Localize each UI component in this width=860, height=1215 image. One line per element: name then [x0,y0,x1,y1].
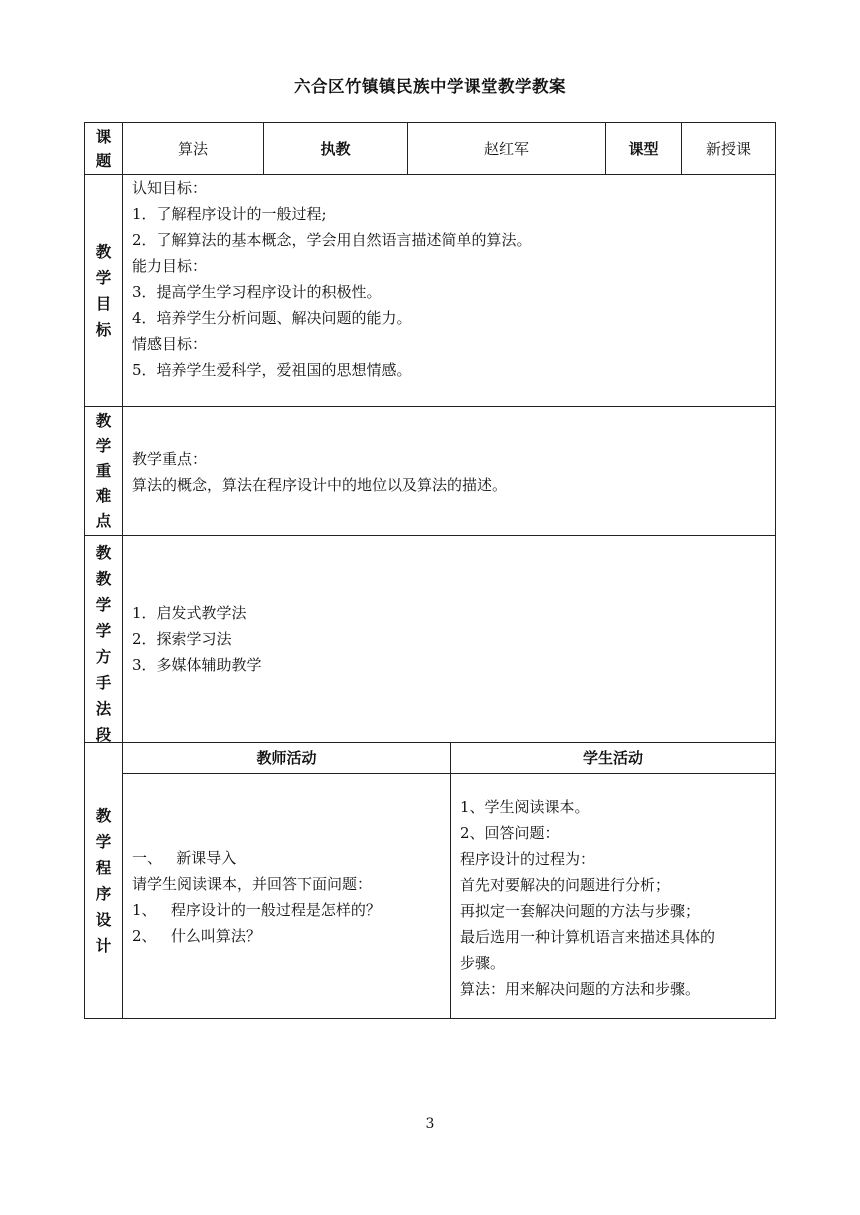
teacher-activity-header: 教师活动 [256,749,317,767]
label-keti [85,123,122,174]
methods-label-char: 方 [95,648,112,666]
teacher-name: 赵红军 [483,139,529,158]
objectives-line: 3．提高学生学习程序设计的积极性。 [132,283,382,301]
student-activity-line: 算法：用来解决问题的方法和步骤。 [460,980,701,998]
objectives-line: 情感目标： [132,335,208,353]
student-activity-line: 步骤。 [460,954,506,972]
label-kexing: 课型 [628,139,659,158]
objectives-line: 4．培养学生分析问题、解决问题的能力。 [132,309,412,327]
key-points-label [85,407,122,535]
objectives-line: 1．了解程序设计的一般过程; [132,205,327,223]
student-activity-line: 首先对要解决的问题进行分析； [460,876,671,894]
key-points-content [132,446,772,506]
objectives-line: 5．培养学生爱科学，爱祖国的思想情感。 [132,361,412,379]
student-activity-line: 1、学生阅读课本。 [460,798,590,816]
objectives-line: 2．了解算法的基本概念，学会用自然语言描述简单的算法。 [132,231,532,249]
page-number: 3 [425,1116,435,1132]
objectives-label [85,175,122,406]
label-keti-text: 课题 [95,127,112,170]
label-zhijiao: 执教 [320,139,351,158]
key-points-line: 教学重点： [132,450,208,468]
objectives-content [132,175,772,406]
methods-content [132,600,772,680]
procedure-label-text: 教学程序设计 [95,806,112,955]
methods-label-char: 教 [95,570,112,588]
student-activity-line: 2、回答问题： [460,824,560,842]
lesson-type-value: 新授课 [705,139,751,158]
methods-line: 1．启发式教学法 [132,604,247,622]
methods-label-char: 段 [95,726,112,744]
student-activity-header: 学生活动 [582,749,643,767]
methods-label-char: 学 [95,622,112,640]
methods-line: 3．多媒体辅助教学 [132,656,262,674]
teacher-activity-line: 2、 什么叫算法？ [132,927,261,945]
methods-label-char: 手 [95,674,112,692]
procedure-label [85,743,122,1018]
teacher-activity-content [132,845,448,955]
methods-label [85,536,122,742]
teacher-activity-line: 一、 新课导入 [132,849,237,867]
student-activity-line: 再拟定一套解决问题的方法与步骤； [460,902,701,920]
teacher-activity-line: 请学生阅读课本，并回答下面问题： [132,875,373,893]
methods-line: 2．探索学习法 [132,630,232,648]
methods-label-char: 教 [95,544,112,562]
student-activity-line: 程序设计的过程为： [460,850,596,868]
objectives-label-text: 教学目标 [95,242,112,339]
student-activity-line: 最后选用一种计算机语言来描述具体的 [460,928,716,946]
key-points-line: 算法的概念，算法在程序设计中的地位以及算法的描述。 [132,476,508,494]
topic-value: 算法 [177,139,208,158]
methods-label-char: 学 [95,596,112,614]
objectives-line: 能力目标： [132,257,208,275]
methods-label-char: 法 [95,700,112,718]
student-activity-content [460,794,772,1009]
key-points-label-text: 教学重难点 [95,411,112,530]
document-title: 六合区竹镇镇民族中学课堂教学教案 [294,77,566,96]
teacher-activity-line: 1、 程序设计的一般过程是怎样的？ [132,901,381,919]
objectives-line: 认知目标： [132,179,208,197]
methods-label-text [85,540,122,748]
